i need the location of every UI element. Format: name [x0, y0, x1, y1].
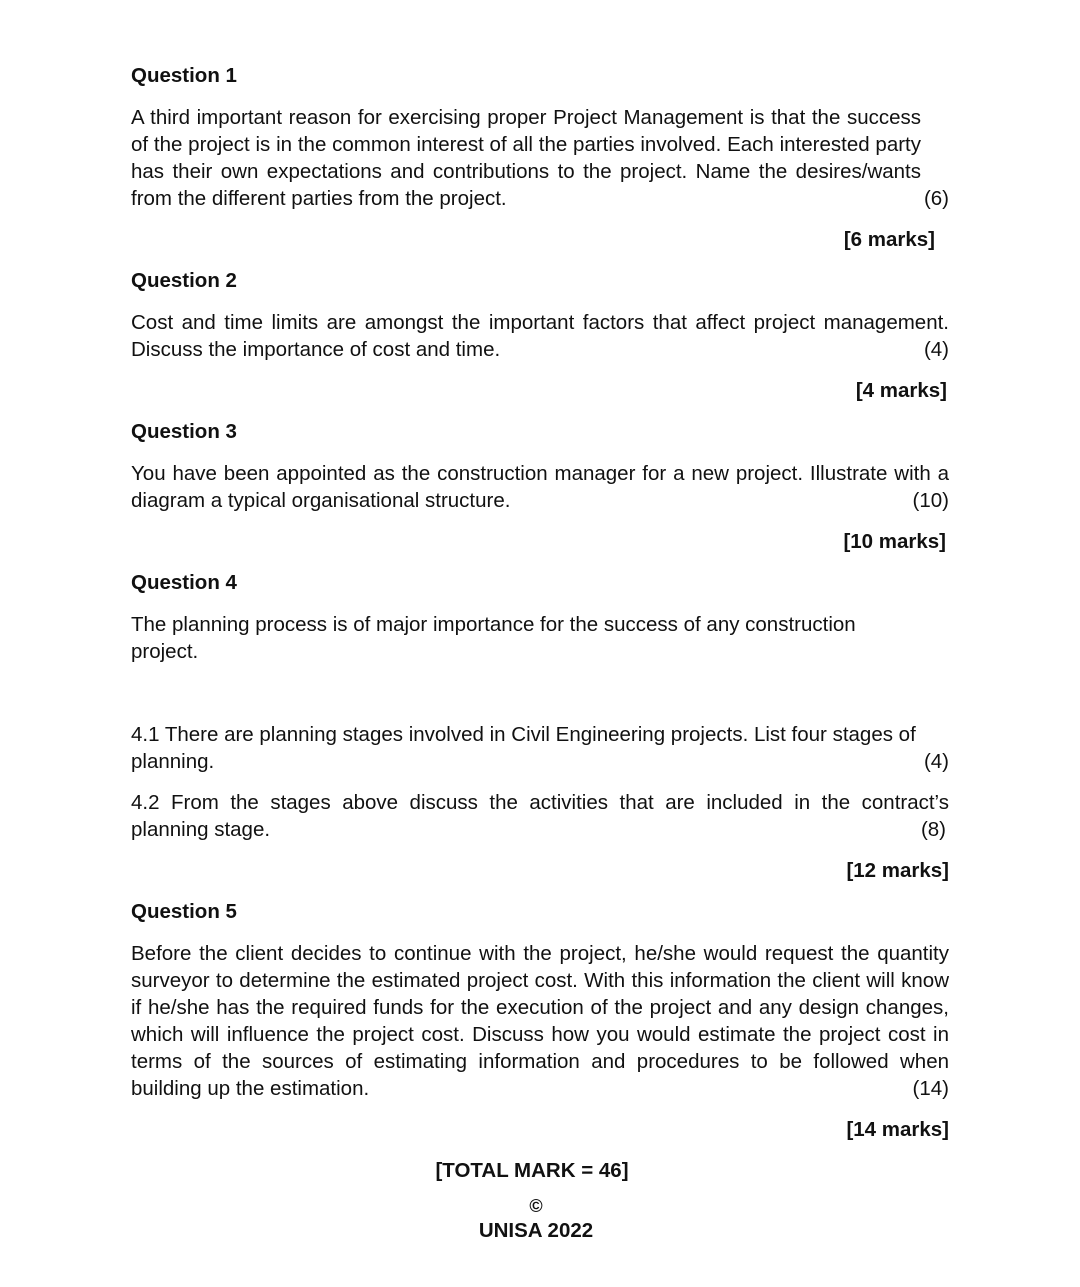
question-4-2-text: 4.2 From the stages above discuss the activities that are included in the contract’s planning stage. [131, 791, 949, 841]
question-5-heading: Question 5 [131, 900, 237, 923]
question-3-text: You have been appointed as the construction manager for a new project. Illustrate with a diagram a typical organisational structure. [131, 462, 949, 512]
question-2-text: Cost and time limits are amongst the important factors that affect project management. Discuss the importance of cost and time. [131, 311, 949, 361]
question-4 [131, 569, 949, 884]
question-5-marks: [14 marks] [846, 1118, 949, 1141]
question-4-heading: Question 4 [131, 571, 237, 594]
organisation-year: UNISA 2022 [478, 1219, 594, 1242]
question-2 [131, 267, 949, 404]
question-4-2-inline-mark: (8) [920, 818, 946, 841]
question-3-inline-mark: (10) [912, 489, 949, 512]
question-3-heading: Question 3 [131, 420, 237, 443]
question-1-text: A third important reason for exercising proper Project Management is that the success of the project is in the common interest of all the parties involved. Each interested party has their own expectations and contributions to the project. Name the desires/wants from the different parties from the project. [131, 106, 921, 210]
total-mark: [TOTAL MARK = 46] [435, 1159, 629, 1182]
question-1-inline-mark: (6) [923, 187, 949, 210]
question-3-marks: [10 marks] [843, 530, 946, 553]
question-4-1-inline-mark: (4) [923, 750, 949, 773]
question-5-text: Before the client decides to continue with the project, he/she would request the quantity surveyor to determine the estimated project cost. With this information the client will know if he/she has the required funds for the execution of the project and any design changes, which will influence the project cost. Discuss how you would estimate the project cost in terms of the sources of estimating information and procedures to be followed when building up the estimation. [131, 942, 949, 1100]
question-5 [131, 898, 949, 1143]
exam-page [131, 62, 949, 1244]
question-4-intro: The planning process is of major importance for the success of any construction project. [131, 613, 856, 663]
question-1-marks: [6 marks] [843, 228, 935, 251]
question-2-heading: Question 2 [131, 269, 237, 292]
question-5-inline-mark: (14) [912, 1077, 949, 1100]
question-2-inline-mark: (4) [923, 338, 949, 361]
question-3 [131, 418, 949, 555]
question-2-marks: [4 marks] [855, 379, 947, 402]
exam-footer [131, 1157, 949, 1244]
copyright-symbol: © [529, 1196, 543, 1216]
question-4-1-text: 4.1 There are planning stages involved in Civil Engineering projects. List four stages of planning. [131, 723, 916, 773]
question-4-marks: [12 marks] [846, 859, 949, 882]
question-1-body [131, 104, 949, 212]
question-1-heading: Question 1 [131, 64, 237, 87]
question-1 [131, 62, 949, 253]
